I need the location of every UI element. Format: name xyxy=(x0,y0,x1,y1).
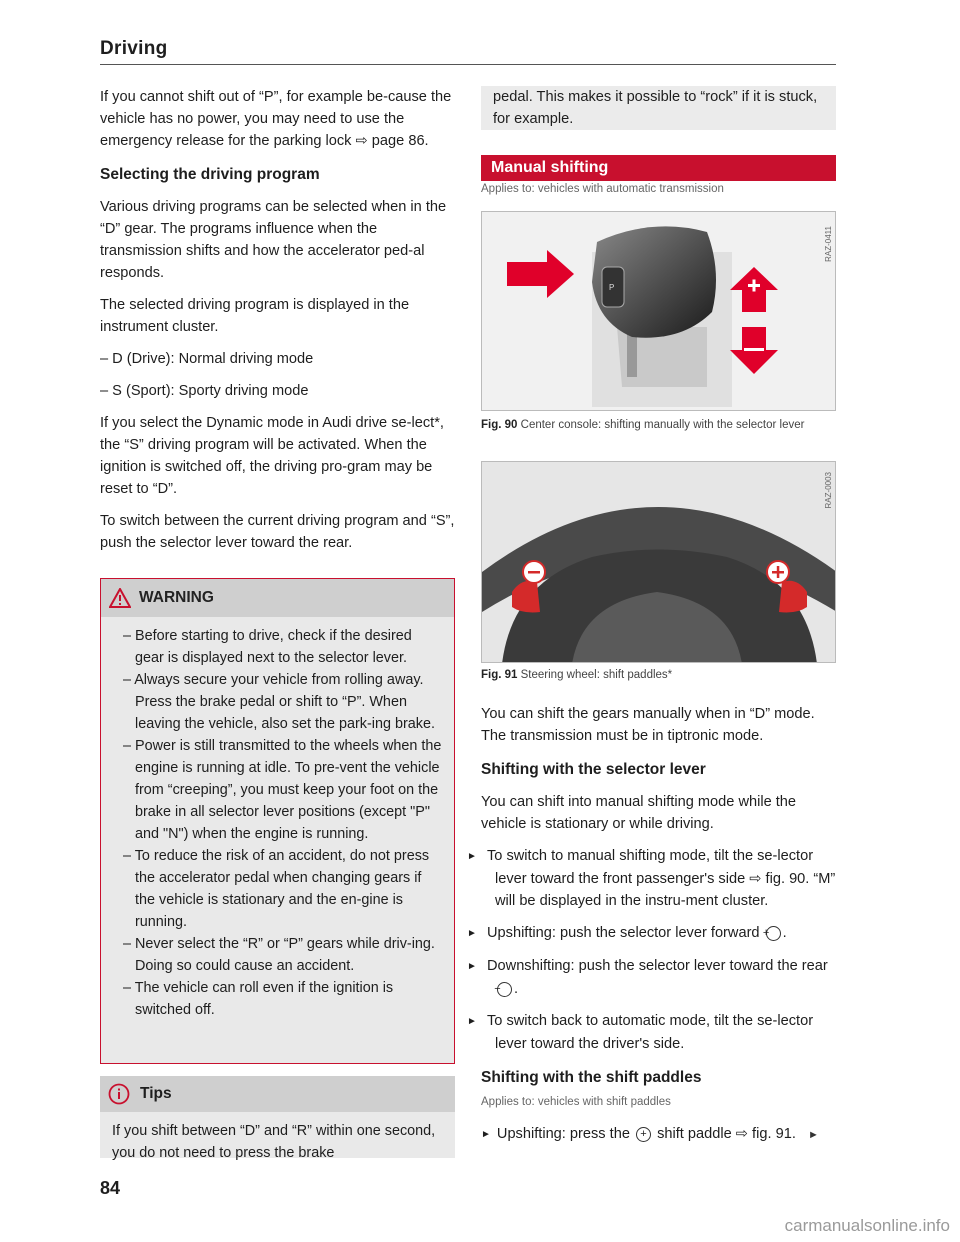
warning-box xyxy=(100,578,455,1064)
warning-triangle-icon xyxy=(109,588,131,608)
applies-note: Applies to: vehicles with shift paddles xyxy=(481,1096,671,1108)
warning-header xyxy=(101,579,454,617)
bullet-item xyxy=(481,1123,836,1146)
bullet-text: Upshifting: push the selector lever forward xyxy=(487,925,760,941)
warning-item: – Never select the “R” or “P” gears while driv-ing. Doing so could cause an accident. xyxy=(123,936,435,974)
heading-shift-paddles: Shifting with the shift paddles xyxy=(481,1069,702,1086)
steering-wheel-illustration xyxy=(482,462,836,663)
paragraph-dynamic-mode: If you select the Dynamic mode in Audi drive se-lect*, the “S” driving program will be activated. When the ignition is switched off, the driving pro-gram may be reset to “D”. xyxy=(100,415,444,497)
plus-circle-icon: + xyxy=(636,1127,651,1142)
figure-90-caption xyxy=(481,417,836,434)
page-number: 84 xyxy=(100,1178,121,1198)
paragraph-instrument-cluster: The selected driving program is displayed in the instrument cluster. xyxy=(100,297,410,335)
continued-text: pedal. This makes it possible to “rock” if it is stuck, for example. xyxy=(493,89,818,127)
left-column xyxy=(100,86,455,564)
figure-code: RAZ-0003 xyxy=(824,472,833,509)
bullet-text: Upshifting: press the xyxy=(496,1126,630,1142)
bullet-item: ► To switch to manual shifting mode, tilt the se-lector lever toward the front passenger's side ⇨ fig. 90. “M” will be displayed in the instru-ment cluster. xyxy=(467,848,836,909)
section-banner-label: Manual shifting xyxy=(491,159,609,176)
bullet-item: ► To switch back to automatic mode, tilt the se-lector lever toward the driver's side. xyxy=(467,1013,814,1052)
warning-item: – The vehicle can roll even if the ignition is switched off. xyxy=(123,980,394,1018)
warning-title: WARNING xyxy=(139,589,214,606)
info-icon xyxy=(108,1083,130,1105)
warning-item: – To reduce the risk of an accident, do not press the accelerator pedal when changing gears if the vehicle is stationary and the en-gine is running. xyxy=(123,848,430,930)
bullet-item: ► Upshifting: push the selector lever forward + . xyxy=(467,925,787,941)
bullet-item: ► Downshifting: push the selector lever toward the rear − . xyxy=(467,958,828,997)
minus-circle-icon: − xyxy=(497,982,512,997)
selector-lever-illustration xyxy=(482,212,836,411)
tips-title: Tips xyxy=(140,1085,172,1102)
watermark: carmanualsonline.info xyxy=(784,1216,950,1235)
figure-91-caption xyxy=(481,667,836,684)
paragraph-switch-program: To switch between the current driving program and “S”, push the selector lever toward the rear. xyxy=(100,513,455,551)
bullet-text: To switch back to automatic mode, tilt the se-lector lever toward the driver's side. xyxy=(487,1013,814,1052)
right-column xyxy=(467,703,836,1156)
list-item-drive: – D (Drive): Normal driving mode xyxy=(100,351,314,367)
figure-label: Fig. 90 xyxy=(481,419,518,431)
bullet-text: To switch to manual shifting mode, tilt the se-lector lever toward the front passenger's side ⇨ fig. 90. “M” will be displayed in the instru-ment cluster. xyxy=(487,848,836,909)
tips-text: If you shift between “D” and “R” within one second, you do not need to press the brake xyxy=(112,1123,436,1161)
warning-body xyxy=(101,617,454,1021)
minus-circle-icon xyxy=(523,561,545,583)
plus-circle-icon: + xyxy=(766,926,781,941)
header-rule xyxy=(100,64,836,65)
continue-arrow-icon: ► xyxy=(807,1129,819,1141)
list-item-sport: – S (Sport): Sporty driving mode xyxy=(100,383,309,399)
applies-note: Applies to: vehicles with automatic transmission xyxy=(481,183,724,195)
bullet-text: Downshifting: push the selector lever toward the rear xyxy=(487,958,828,974)
warning-item: – Always secure your vehicle from rolling away. Press the brake pedal or shift to “P”. When leaving the vehicle, also set the park-ing brake. xyxy=(123,672,435,732)
figure-label: Fig. 91 xyxy=(481,669,518,681)
paragraph-parking-lock: If you cannot shift out of “P”, for example be-cause the vehicle has no power, you may need to use the emergency release for the parking lock ⇨ page 86. xyxy=(100,89,452,149)
paragraph-driving-programs: Various driving programs can be selected when in the “D” gear. The programs influence when the transmission shifts and how the accelerator ped-al responds. xyxy=(100,199,447,281)
figure-90 xyxy=(481,211,836,411)
tips-header xyxy=(100,1076,455,1112)
bullet-text: shift paddle ⇨ fig. 91. xyxy=(657,1126,796,1142)
warning-item: – Before starting to drive, check if the desired gear is displayed next to the selector lever. xyxy=(123,628,412,666)
paragraph-manual-shift: You can shift the gears manually when in “D” mode. The transmission must be in tiptronic mode. xyxy=(481,706,815,744)
paragraph-stationary: You can shift into manual shifting mode while the vehicle is stationary or while driving. xyxy=(481,794,797,832)
plus-circle-icon xyxy=(767,561,789,583)
bullet-triangle-icon: ► xyxy=(481,1129,491,1140)
section-title: Driving xyxy=(100,38,168,59)
figure-caption-text: Steering wheel: shift paddles* xyxy=(520,669,673,681)
heading-driving-program: Selecting the driving program xyxy=(100,166,320,183)
figure-caption-text: Center console: shifting manually with the selector lever xyxy=(520,419,805,431)
svg-text:P: P xyxy=(609,283,615,292)
heading-selector-lever: Shifting with the selector lever xyxy=(481,761,706,778)
tips-box xyxy=(100,1076,455,1161)
figure-91 xyxy=(481,461,836,663)
section-banner xyxy=(481,155,836,181)
continued-text-block xyxy=(481,86,836,130)
warning-item: – Power is still transmitted to the wheels when the engine is running at idle. To pre-vent the vehicle from “creeping”, you must keep your foot on the brake in all selector lever positions (except "P" and "N") when the engine is running. xyxy=(123,738,442,842)
figure-code: RAZ-0411 xyxy=(824,226,833,262)
